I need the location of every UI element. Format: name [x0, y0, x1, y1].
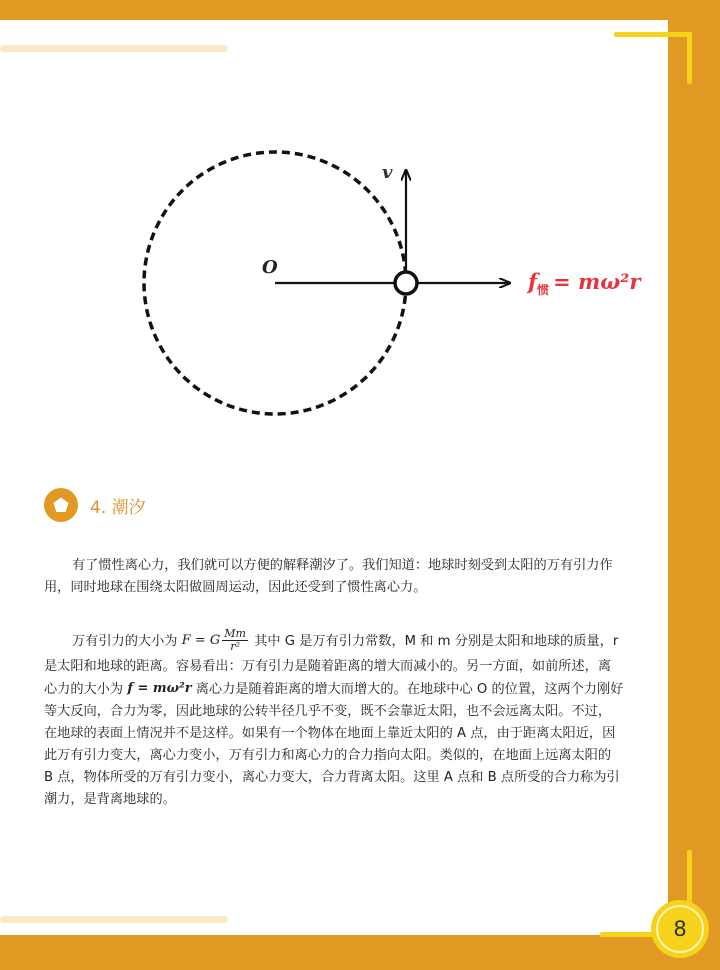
section-heading [44, 487, 146, 523]
text-segment: 心力的大小为 [44, 682, 124, 697]
paragraph-2-line: 此万有引力变大，离心力变小，万有引力和离心力的合力指向太阳。类似的，在地面上远离太阳的 [44, 748, 612, 763]
paragraph-1-line: 有了惯性离心力，我们就可以方便的解释潮汐了。我们知道：地球时刻受到太阳的万有引力作 [72, 558, 613, 573]
paragraph-2-line: 是太阳和地球的距离。容易看出：万有引力是随着距离的增大而减小的。另一方面，如前所述，离 [44, 659, 612, 674]
fraction-denominator: r² [230, 640, 240, 653]
earth-point [395, 272, 417, 294]
pentagon-icon [44, 488, 78, 522]
fraction [222, 628, 248, 653]
bottom-decor-bar [0, 916, 228, 923]
velocity-label: v [382, 162, 393, 183]
inertial-force-formula [526, 269, 642, 297]
top-decor-bar [0, 45, 228, 52]
fraction-numerator: Mm [224, 627, 246, 640]
formula-lhs: F = G [181, 633, 221, 648]
paragraph-2-line [44, 626, 664, 656]
paragraph-2 [44, 626, 664, 811]
paragraph-2-line [44, 678, 664, 701]
top-right-corner-v [687, 32, 692, 84]
origin-label: O [262, 257, 278, 278]
paragraph-1-line: 用，同时地球在围绕太阳做圆周运动，因此还受到了惯性离心力。 [44, 580, 427, 595]
paragraph-2-line: B 点，物体所受的万有引力变小，离心力变大，合力背离太阳。这里 A 点和 B 点所受的合力称为引 [44, 770, 620, 785]
page-number-badge [651, 900, 709, 958]
orbit-diagram [130, 140, 670, 480]
text-segment: 万有引力的大小为 [72, 634, 178, 649]
paragraph-1 [44, 555, 664, 599]
formula-f: f [528, 269, 538, 294]
section-title: 4. 潮汐 [90, 497, 146, 518]
gravity-formula [182, 626, 250, 656]
text-segment: 离心力是随着距离的增大而增大的。在地球中心 O 的位置，这两个力刚好 [195, 682, 624, 697]
page-number: 8 [656, 905, 704, 953]
paragraph-2-line: 在地球的表面上情况并不是这样。如果有一个物体在地面上靠近太阳的 A 点，由于距离太阳近，因 [44, 726, 616, 741]
text-segment: 其中 G 是万有引力常数，M 和 m 分别是太阳和地球的质量，r [254, 634, 619, 649]
formula-rhs: = mω²r [553, 269, 641, 294]
paragraph-2-line: 等大反向，合力为零，因此地球的公转半径几乎不变，既不会靠近太阳，也不会远离太阳。不过， [44, 704, 612, 719]
formula-subscript: 惯 [537, 283, 550, 297]
top-right-corner-h [614, 32, 692, 37]
centrifugal-formula: f = mω²r [127, 681, 192, 696]
paragraph-2-line: 潮力，是背离地球的。 [44, 792, 176, 807]
